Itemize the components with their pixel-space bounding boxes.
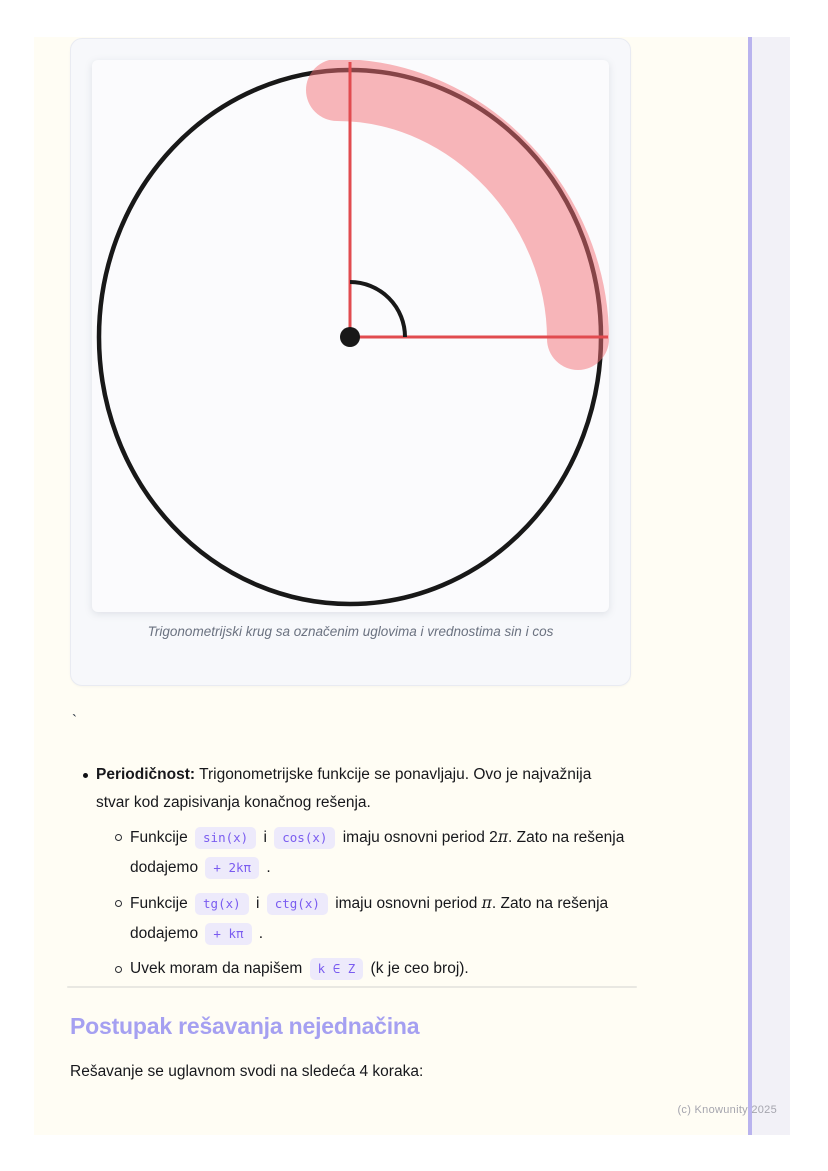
section-heading: Postupak rešavanja nejednačina	[70, 1013, 420, 1039]
inline-code: cos(x)	[274, 827, 335, 849]
inline-code: + kπ	[205, 923, 251, 945]
text-run: dodajemo	[130, 859, 203, 876]
text-run: (k je ceo broj).	[366, 960, 469, 977]
text-run: stvar kod zapisivanja konačnog rešenja.	[96, 794, 371, 811]
text-run: i	[251, 895, 264, 912]
text-run: Trigonometrijske funkcije se ponavljaju. Ovo je najvažnija	[195, 766, 592, 783]
scrollbar-track	[752, 37, 790, 1135]
text-run: Funkcije	[130, 895, 193, 912]
circle-bullet-icon	[115, 966, 122, 973]
text-run: Uvek moram da napišem	[130, 960, 307, 977]
math-symbol: π	[497, 828, 508, 846]
bold-label: Periodičnost:	[96, 766, 196, 783]
highlight-arc	[337, 90, 578, 339]
section-intro: Rešavanje se uglavnom svodi na sledeća 4 koraka:	[70, 1063, 424, 1080]
text-run: imaju osnovni period 2	[338, 829, 498, 846]
inline-code: tg(x)	[195, 893, 249, 915]
sub-list-item	[70, 954, 642, 984]
text-run: dodajemo	[130, 925, 203, 942]
bullet-icon	[83, 773, 88, 778]
inline-code: ctg(x)	[267, 893, 328, 915]
text-run: Funkcije	[130, 829, 193, 846]
text-run: . Zato na rešenja	[491, 895, 609, 912]
text-run: i	[259, 829, 272, 846]
inline-code: k ∈ Z	[310, 958, 364, 980]
trig-circle-svg	[92, 60, 609, 612]
inline-code: + 2kπ	[205, 857, 259, 879]
center-dot	[340, 327, 360, 347]
circle-bullet-icon	[115, 900, 122, 907]
periodicity-list	[70, 761, 642, 989]
text-run: .	[262, 859, 271, 876]
trig-circle-plot	[92, 60, 609, 612]
math-symbol: π	[481, 894, 492, 912]
angle-arc	[350, 282, 405, 337]
section-divider	[67, 986, 637, 988]
figure-card	[70, 38, 631, 686]
figure-caption: Trigonometrijski krug sa označenim uglovima i vrednostima sin i cos	[147, 624, 554, 639]
sub-list-item	[70, 888, 642, 949]
circle-bullet-icon	[115, 834, 122, 841]
list-item	[70, 761, 642, 984]
sub-list-item	[70, 822, 642, 883]
stray-backtick: `	[72, 712, 77, 729]
inline-code: sin(x)	[195, 827, 256, 849]
text-run: imaju osnovni period	[330, 895, 482, 912]
text-run: .	[254, 925, 264, 942]
text-run: . Zato na rešenja	[508, 829, 625, 846]
watermark: (c) Knowunity 2025	[677, 1104, 777, 1116]
